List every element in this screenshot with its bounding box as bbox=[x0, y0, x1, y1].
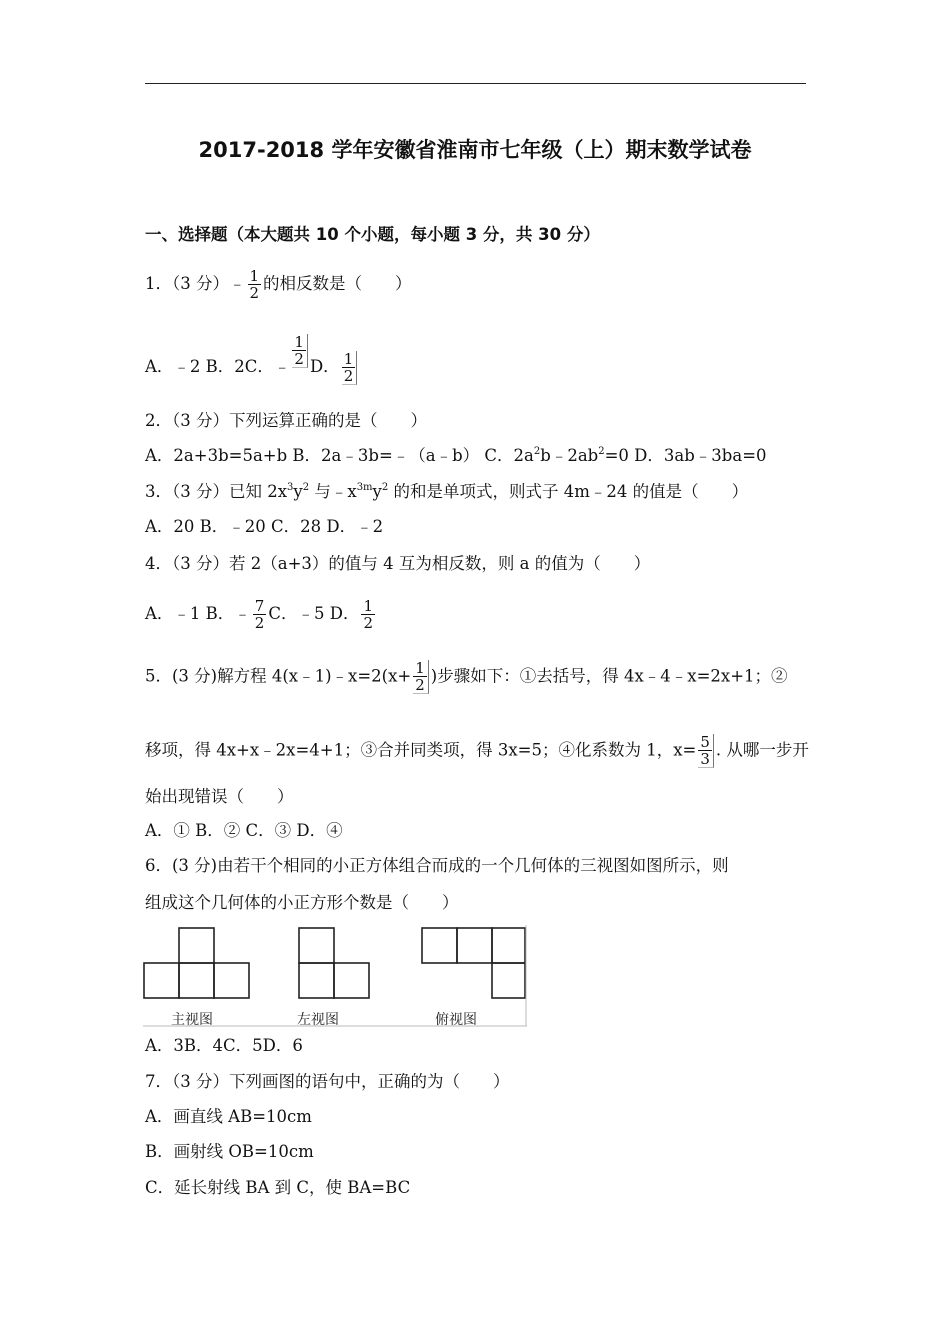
question-1: 1．（3 分）﹣ $\frac{1}{2}$ 的相反数是（ ） bbox=[145, 267, 412, 302]
page-title: 2017-2018 学年安徽省淮南市七年级（上）期末数学试卷 bbox=[198, 138, 752, 162]
fraction: $\frac{1}{2}$ bbox=[342, 351, 358, 385]
front-view-label: 主视图 bbox=[171, 1012, 213, 1028]
question-3: 3．（3 分）已知 $2x^3y^2$ 与$﹣x^{3m}y^2$ 的和是单项式，则式子 4m﹣24 的值是（ ） bbox=[145, 482, 749, 501]
fraction: $\frac{1}{2}$ bbox=[249, 267, 260, 302]
question-6-line-2: 组成这个几何体的小正方形个数是（ ） bbox=[145, 893, 459, 912]
top-view bbox=[422, 928, 525, 998]
left-view-label: 左视图 bbox=[297, 1012, 339, 1028]
fraction: $\frac{7}{2}$ bbox=[254, 597, 265, 632]
question-2: 2．（3 分）下列运算正确的是（ ） bbox=[145, 411, 427, 430]
question-5-line-3: 始出现错误（ ） bbox=[145, 787, 294, 806]
fraction: $\frac{5}{3}$ bbox=[698, 734, 714, 768]
left-view bbox=[299, 928, 369, 998]
header-rule bbox=[145, 83, 806, 84]
question-5-line-1: 5．(3 分)解方程 4(x﹣1)﹣x=2(x+ $\frac{1}{2}$ )步骤如下：①去括号，得 4x﹣4﹣x=2x+1；② bbox=[145, 659, 788, 694]
fraction: $\frac{1}{2}$ bbox=[413, 660, 429, 694]
top-view-label: 俯视图 bbox=[435, 1012, 477, 1028]
question-6-options: A．3B．4C．5D．6 bbox=[145, 1036, 303, 1055]
three-views-figure bbox=[143, 925, 527, 1027]
question-2-options: A．2a+3b=5a+b B．2a﹣3b=﹣（a﹣b） C．$2a^2b﹣2ab^2=0$ D．3ab﹣3ba=0 bbox=[145, 446, 767, 465]
question-4-options: A．﹣1 B．﹣ $\frac{7}{2}$ C．﹣5 D． $\frac{1}{2}$ bbox=[145, 597, 373, 632]
fraction: $\frac{1}{2}$ bbox=[292, 334, 308, 368]
question-7-option-a: A．画直线 AB=10cm bbox=[145, 1107, 312, 1126]
question-7: 7．（3 分）下列画图的语句中，正确的为（ ） bbox=[145, 1072, 510, 1091]
fraction: $\frac{1}{2}$ bbox=[363, 597, 373, 632]
question-5-line-2: 移项，得 4x+x﹣2x=4+1；③合并同类项，得 3x=5；④化系数为 1，x= $\frac{5}{3}$ . 从哪一步开 bbox=[145, 733, 809, 768]
question-6-line-1: 6．(3 分)由若干个相同的小正方体组合而成的一个几何体的三视图如图所示，则 bbox=[145, 856, 729, 875]
question-5-options: A．① B．② C．③ D．④ bbox=[145, 821, 343, 840]
question-1-options: A．﹣2 B．2C．﹣ $\frac{1}{2}$ D． $\frac{1}{2}$ bbox=[145, 334, 359, 385]
question-7-option-c: C．延长射线 BA 到 C，使 BA=BC bbox=[145, 1178, 411, 1197]
question-7-option-b: B．画射线 OB=10cm bbox=[145, 1142, 314, 1161]
section-heading: 一、选择题（本大题共 10 个小题，每小题 3 分，共 30 分） bbox=[145, 225, 600, 244]
front-view bbox=[144, 928, 249, 998]
question-3-options: A．20 B．﹣20 C．28 D．﹣2 bbox=[145, 517, 384, 536]
question-4: 4．（3 分）若 2（a+3）的值与 4 互为相反数，则 a 的值为（ ） bbox=[145, 554, 651, 573]
